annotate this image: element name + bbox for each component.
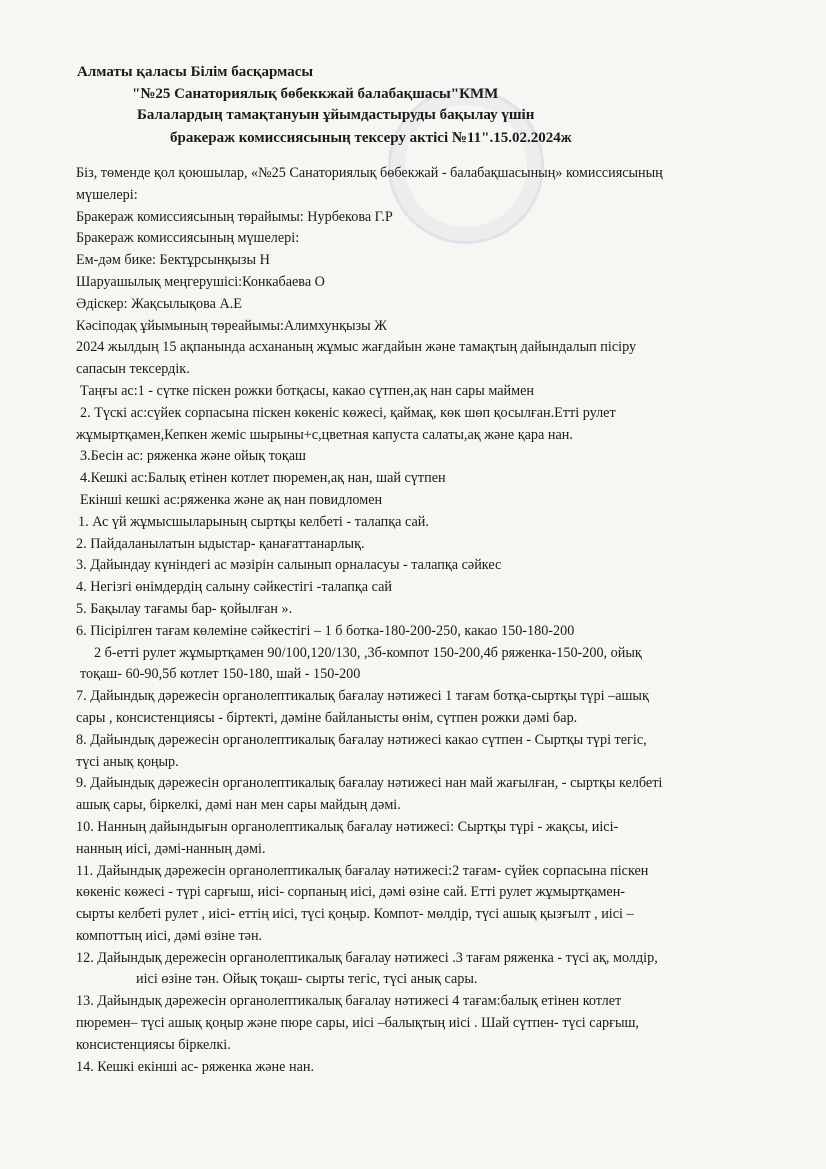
document-body xyxy=(76,163,776,1078)
meal-snack: 3.Бесін ас: ряженка және ойық тоқаш xyxy=(80,448,306,465)
checklist-item: 9. Дайындық дәрежесін органолептикалық бағалау нәтижесі нан май жағылған, - сыртқы келбеті xyxy=(76,775,663,792)
checklist-item: 3. Дайындау күніндегі ас мәзірін салынып орналасуы - талапқа сәйкес xyxy=(76,557,502,574)
checklist-item: 8. Дайындық дәрежесін органолептикалық бағалау нәтижесі какао сүтпен - Сыртқы түрі тегіс, xyxy=(76,731,647,748)
checklist-item: ашық сары, біркелкі, дәмі нан мен сары майдың дәмі. xyxy=(76,797,401,814)
meal-breakfast: Таңғы ас:1 - сүтке піскен рожки ботқасы, какао сүтпен,ақ нан сары маймен xyxy=(80,382,534,399)
checklist-item: көкеніс көжесі - түрі сарғыш, иісі- сорпаның иісі, дәмі өзіне сай. Етті рулет жұмыртқамен- xyxy=(76,884,626,901)
header-institution: "№25 Санаториялық бөбеккжай балабақшасы"КММ xyxy=(132,86,499,102)
meal-second-dinner: Екінші кешкі ас:ряженка және ақ нан повидломен xyxy=(80,491,383,508)
checklist-item: 2. Пайдаланылатын ыдыстар- қанағаттанарлық. xyxy=(76,535,365,552)
checklist-item: тоқаш- 60-90,5б котлет 150-180, шай - 150-200 xyxy=(80,666,361,683)
checklist-item: сырты келбеті рулет , иісі- еттің иісі, түсі қоңыр. Компот- мөлдір, түсі ашық қызғылт , иісі – xyxy=(76,906,634,923)
checklist-item: 7. Дайындық дәрежесін органолептикалық бағалау нәтижесі 1 тағам ботқа-сыртқы түрі –ашық xyxy=(76,688,649,705)
intro-line: мүшелері: xyxy=(76,186,138,203)
member-line: Кәсіподақ ұйымының төреайымы:Алимхунқызы Ж xyxy=(76,317,387,334)
checklist-item: 5. Бақылау тағамы бар- қойылған ». xyxy=(76,600,293,617)
checklist-item: 12. Дайындық дережесін органолептикалық бағалау нәтижесі .3 тағам ряженка - түсі ақ, молдір, xyxy=(76,949,658,966)
checklist-item: 10. Нанның дайындығын органолептикалық бағалау нәтижесі: Сыртқы түрі - жақсы, иісі- xyxy=(76,818,619,835)
meal-lunch: 2. Түскі ас:сүйек сорпасына піскен көкеніс көжесі, қаймақ, көк шөп қосылған.Етті рулет xyxy=(80,404,616,421)
date-line: 2024 жылдың 15 ақпанында асхананың жұмыс жағдайын және тамақтың дайындалып пісіру xyxy=(76,339,637,356)
checklist-item: нанның иісі, дәмі-нанның дәмі. xyxy=(76,840,266,857)
checklist-item: 1. Ас үй жұмысшыларының сыртқы келбеті - талапқа сай. xyxy=(78,513,429,530)
checklist-item: 11. Дайындық дәрежесін органолептикалық бағалау нәтижесі:2 тағам- сүйек сорпасына піскен xyxy=(76,862,649,879)
header-organization: Алматы қаласы Білім басқармасы xyxy=(77,64,314,80)
member-line: Ем-дәм бике: Бектұрсынқызы Н xyxy=(76,252,270,269)
intro-line: Біз, төменде қол қоюшылар, «№25 Санаториялық бөбекжай - балабақшасының» комиссиясының xyxy=(76,165,663,181)
checklist-item: иісі өзіне тән. Ойық тоқаш- сырты тегіс, түсі анық сары. xyxy=(136,971,478,988)
members-label: Бракераж комиссиясының мүшелері: xyxy=(76,230,300,247)
checklist-item: 6. Пісірілген тағам көлеміне сәйкестігі – 1 б ботка-180-200-250, какао 150-180-200 xyxy=(76,622,575,639)
meal-lunch: жұмыртқамен,Кепкен жеміс шырыны+с,цветная капуста салаты,ақ және қара нан. xyxy=(76,426,573,443)
member-line: Әдіскер: Жақсылықова А.Е xyxy=(76,295,242,312)
commission-chair: Бракераж комиссиясының төрайымы: Нурбекова Г.Р xyxy=(76,208,393,225)
checklist-item: 13. Дайындық дәрежесін органолептикалық бағалау нәтижесі 4 тағам:балық етінен котлет xyxy=(76,993,622,1010)
document-title: бракераж комиссиясының тексеру актісі №11".15.02.2024ж xyxy=(170,130,572,146)
member-line: Шаруашылық меңгерушісі:Конкабаева О xyxy=(76,273,325,290)
checklist-item: 2 б-етті рулет жұмыртқамен 90/100,120/130, ,3б-компот 150-200,4б ряженка-150-200, ойық xyxy=(94,644,642,661)
checklist-item: сары , консистенциясы - біртекті, дәміне байланысты өнім, сүтпен рожки дәмі бар. xyxy=(76,709,578,726)
checklist-item: 4. Негізгі өнімдердің салыну сәйкестігі -талапқа сай xyxy=(76,579,392,596)
meal-dinner: 4.Кешкі ас:Балық етінен котлет пюремен,ақ нан, шай сүтпен xyxy=(80,470,446,487)
checklist-item: 14. Кешкі екінші ас- ряженка және нан. xyxy=(76,1058,315,1075)
checklist-item: пюремен– түсі ашық қоңыр және пюре сары, иісі –балықтың иісі . Шай сүтпен- түсі сарғыш, xyxy=(76,1015,639,1032)
checklist-item: түсі анық қоңыр. xyxy=(76,753,179,770)
checklist-item: консистенциясы біркелкі. xyxy=(76,1036,231,1053)
header-subtitle: Балалардың тамақтануын ұйымдастыруды бақылау үшін xyxy=(137,107,535,123)
date-line: сапасын тексердік. xyxy=(76,361,190,378)
checklist-item: компоттың иісі, дәмі өзіне тән. xyxy=(76,927,263,944)
